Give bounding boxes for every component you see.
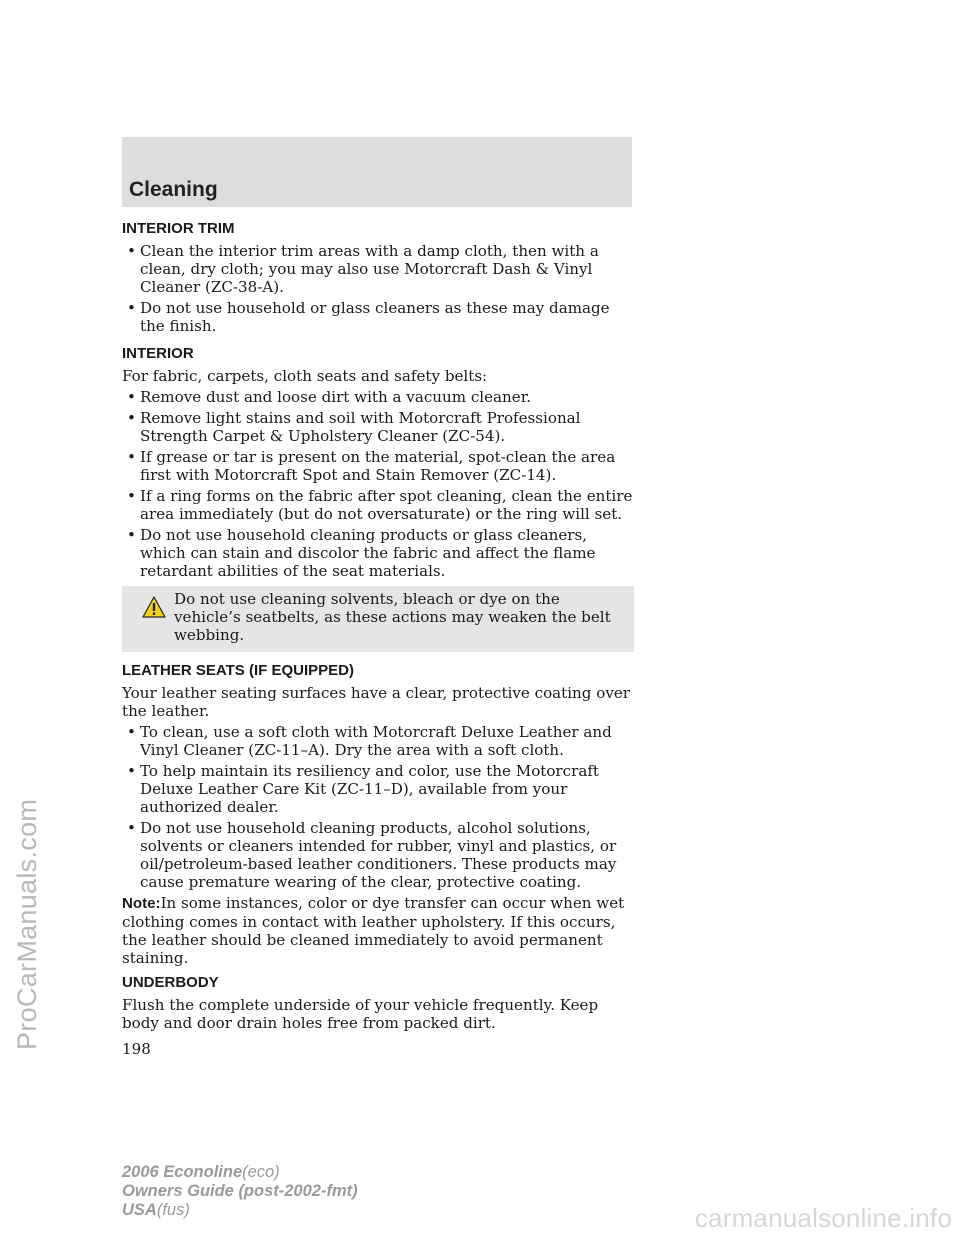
underbody-heading: UNDERBODY bbox=[122, 974, 219, 991]
interior-intro: For fabric, carpets, cloth seats and safety belts: bbox=[122, 367, 488, 385]
list-item: • Do not use household or glass cleaners as these may damage the finish. bbox=[127, 299, 610, 335]
interior-list bbox=[122, 388, 634, 580]
watermark-text: ProCarManuals.com bbox=[12, 798, 42, 1050]
footer-guide: Owners Guide (post-2002-fmt) bbox=[122, 1182, 358, 1200]
footer-model-code: (eco) bbox=[242, 1163, 280, 1181]
list-item: • Remove light stains and soil with Motorcraft Professional Strength Carpet & Upholstery Cleaner (ZC-54). bbox=[127, 409, 581, 445]
section-header bbox=[122, 137, 632, 207]
list-item: • Do not use household cleaning products or glass cleaners, which can stain and discolor the fabric and affect the flame retardant abilities of the seat materials. bbox=[127, 526, 596, 580]
note-label: Note: bbox=[122, 895, 161, 912]
page-content bbox=[122, 220, 634, 1058]
list-item: • To clean, use a soft cloth with Motorcraft Deluxe Leather and Vinyl Cleaner (ZC-11–A). Dry the area with a soft cloth. bbox=[127, 723, 612, 759]
site-watermark: carmanualsonline.info bbox=[694, 1203, 952, 1233]
list-item: • Do not use household cleaning products, alcohol solutions, solvents or cleaners intended for rubber, vinyl and plastics, or oil/petroleum-based leather conditioners. These products may cause premature wearing of the clear, protective coating. bbox=[127, 819, 617, 891]
warning-triangle-icon bbox=[142, 596, 166, 622]
footer-market: USA bbox=[122, 1201, 157, 1219]
note-text: In some instances, color or dye transfer can occur when wet clothing comes in contact with leather upholstery. If this occurs, the leather should be cleaned immediately to avoid permanent staining. bbox=[122, 894, 625, 967]
section-title: Cleaning bbox=[129, 178, 218, 201]
list-item: • To help maintain its resiliency and color, use the Motorcraft Deluxe Leather Care Kit (ZC-11–D), available from your authorized dealer. bbox=[127, 762, 599, 816]
leather-note bbox=[122, 894, 634, 967]
warning-box bbox=[122, 586, 634, 652]
footer-market-code: (fus) bbox=[156, 1201, 190, 1219]
leather-intro: Your leather seating surfaces have a clear, protective coating over the leather. bbox=[122, 684, 630, 720]
document-footer bbox=[122, 1163, 358, 1220]
leather-heading: LEATHER SEATS (IF EQUIPPED) bbox=[122, 662, 354, 679]
interior-trim-heading: INTERIOR TRIM bbox=[122, 220, 235, 237]
interior-heading: INTERIOR bbox=[122, 345, 194, 362]
footer-model: 2006 Econoline bbox=[122, 1163, 243, 1181]
list-item: • Remove dust and loose dirt with a vacuum cleaner. bbox=[127, 388, 532, 406]
page-number: 198 bbox=[122, 1040, 151, 1058]
underbody-text: Flush the complete underside of your vehicle frequently. Keep body and door drain holes free from packed dirt. bbox=[122, 996, 599, 1032]
leather-list bbox=[122, 723, 634, 891]
list-item: • Clean the interior trim areas with a damp cloth, then with a clean, dry cloth; you may also use Motorcraft Dash & Vinyl Cleaner (ZC-38-A). bbox=[127, 242, 599, 296]
list-item: • If a ring forms on the fabric after spot cleaning, clean the entire area immediately (but do not oversaturate) or the ring will set. bbox=[127, 487, 633, 523]
interior-trim-list bbox=[122, 242, 634, 335]
warning-text: Do not use cleaning solvents, bleach or dye on the vehicle’s seatbelts, as these actions may weaken the belt webbing. bbox=[174, 590, 611, 644]
list-item: • If grease or tar is present on the material, spot-clean the area first with Motorcraft Spot and Stain Remover (ZC-14). bbox=[127, 448, 616, 484]
